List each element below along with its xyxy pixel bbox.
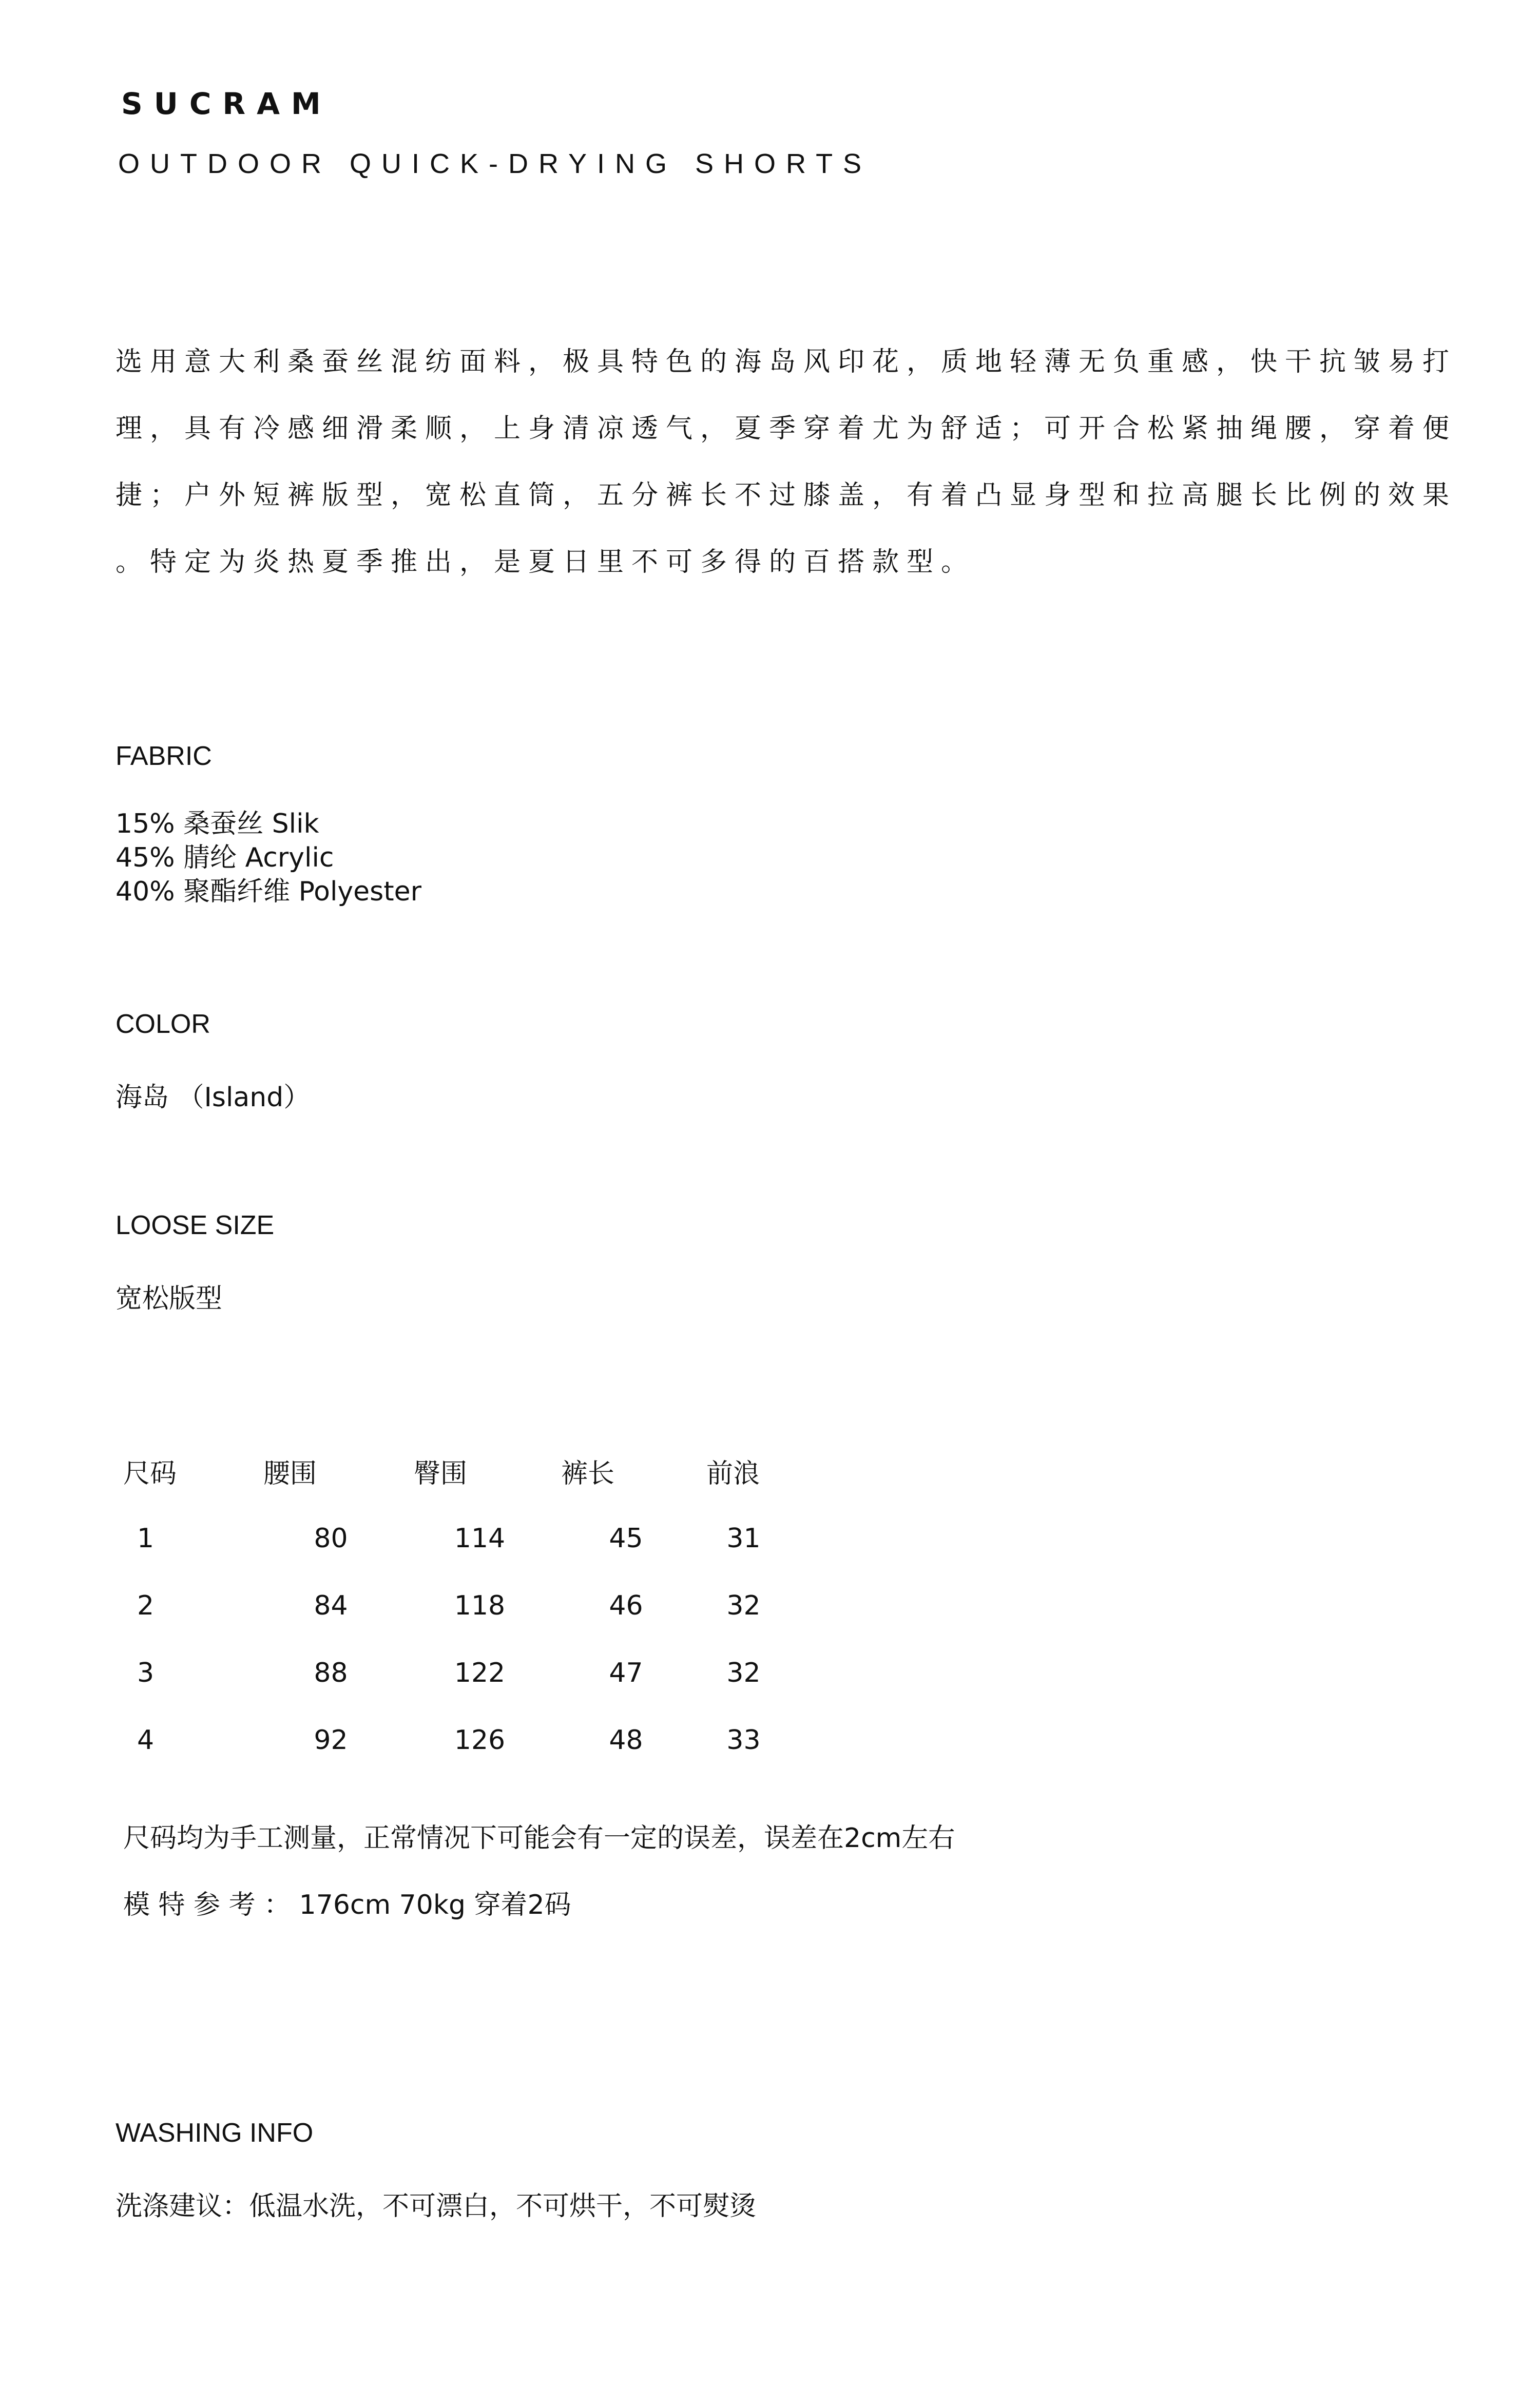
size-cell: 47 (609, 1657, 643, 1688)
size-header-cell: 裤长 (561, 1458, 615, 1489)
fabric-list (116, 807, 421, 909)
size-cell: 32 (726, 1590, 761, 1621)
description-line: 捷；户外短裤版型，宽松直筒，五分裤长不过膝盖，有着凸显身型和拉高腿长比例的效果 (116, 480, 1457, 511)
size-cell: 48 (609, 1724, 643, 1756)
table-row (116, 1706, 788, 1774)
size-table (116, 1437, 788, 1774)
size-header-cell: 前浪 (706, 1458, 760, 1489)
size-header-cell: 腰围 (263, 1458, 317, 1489)
washing-heading: WASHING INFO (116, 2118, 314, 2148)
size-cell: 114 (454, 1523, 506, 1554)
brand-name: SUCRAM (121, 86, 332, 121)
fabric-item: 40% 聚酯纤维 Polyester (116, 876, 422, 907)
size-cell: 126 (454, 1724, 506, 1756)
description-line: 选用意大利桑蚕丝混纺面料，极具特色的海岛风印花，质地轻薄无负重感，快干抗皱易打 (116, 347, 1457, 377)
size-cell: 46 (609, 1590, 643, 1621)
table-row (116, 1572, 788, 1639)
size-cell: 88 (314, 1657, 348, 1688)
size-cell: 4 (137, 1724, 155, 1756)
size-table-header-row (116, 1437, 788, 1505)
table-row (116, 1639, 788, 1706)
size-cell: 118 (454, 1590, 506, 1621)
size-cell: 84 (314, 1590, 348, 1621)
product-subtitle: OUTDOOR QUICK-DRYING SHORTS (118, 148, 872, 179)
table-row (116, 1505, 788, 1572)
fabric-item: 15% 桑蚕丝 Slik (116, 809, 319, 839)
size-cell: 122 (454, 1657, 506, 1688)
size-cell: 45 (609, 1523, 643, 1554)
size-cell: 32 (726, 1657, 761, 1688)
size-header-cell: 尺码 (123, 1458, 177, 1489)
color-value: 海岛 （Island） (116, 1082, 311, 1113)
color-heading: COLOR (116, 1009, 210, 1039)
size-cell: 92 (314, 1724, 348, 1756)
fabric-heading: FABRIC (116, 741, 212, 771)
description-line: 理，具有冷感细滑柔顺，上身清凉透气，夏季穿着尤为舒适；可开合松紧抽绳腰，穿着便 (116, 413, 1457, 444)
size-cell: 1 (137, 1523, 155, 1554)
washing-instructions: 洗涤建议：低温水洗，不可漂白，不可烘干，不可熨烫 (116, 2191, 757, 2222)
size-cell: 2 (137, 1590, 155, 1621)
model-reference: 模 特 参 考 ： 176cm 70kg 穿着2码 (123, 1890, 571, 1920)
fit-heading: LOOSE SIZE (116, 1210, 275, 1240)
size-cell: 31 (726, 1523, 761, 1554)
size-cell: 33 (726, 1724, 761, 1756)
measurement-note: 尺码均为手工测量，正常情况下可能会有一定的误差，误差在2cm左右 (123, 1823, 955, 1854)
size-header-cell: 臀围 (414, 1458, 468, 1489)
description-line: 。特定为炎热夏季推出，是夏日里不可多得的百搭款型。 (116, 547, 976, 578)
size-cell: 3 (137, 1657, 155, 1688)
size-cell: 80 (314, 1523, 348, 1554)
fabric-item: 45% 腈纶 Acrylic (116, 842, 334, 873)
fit-value: 宽松版型 (116, 1283, 223, 1314)
